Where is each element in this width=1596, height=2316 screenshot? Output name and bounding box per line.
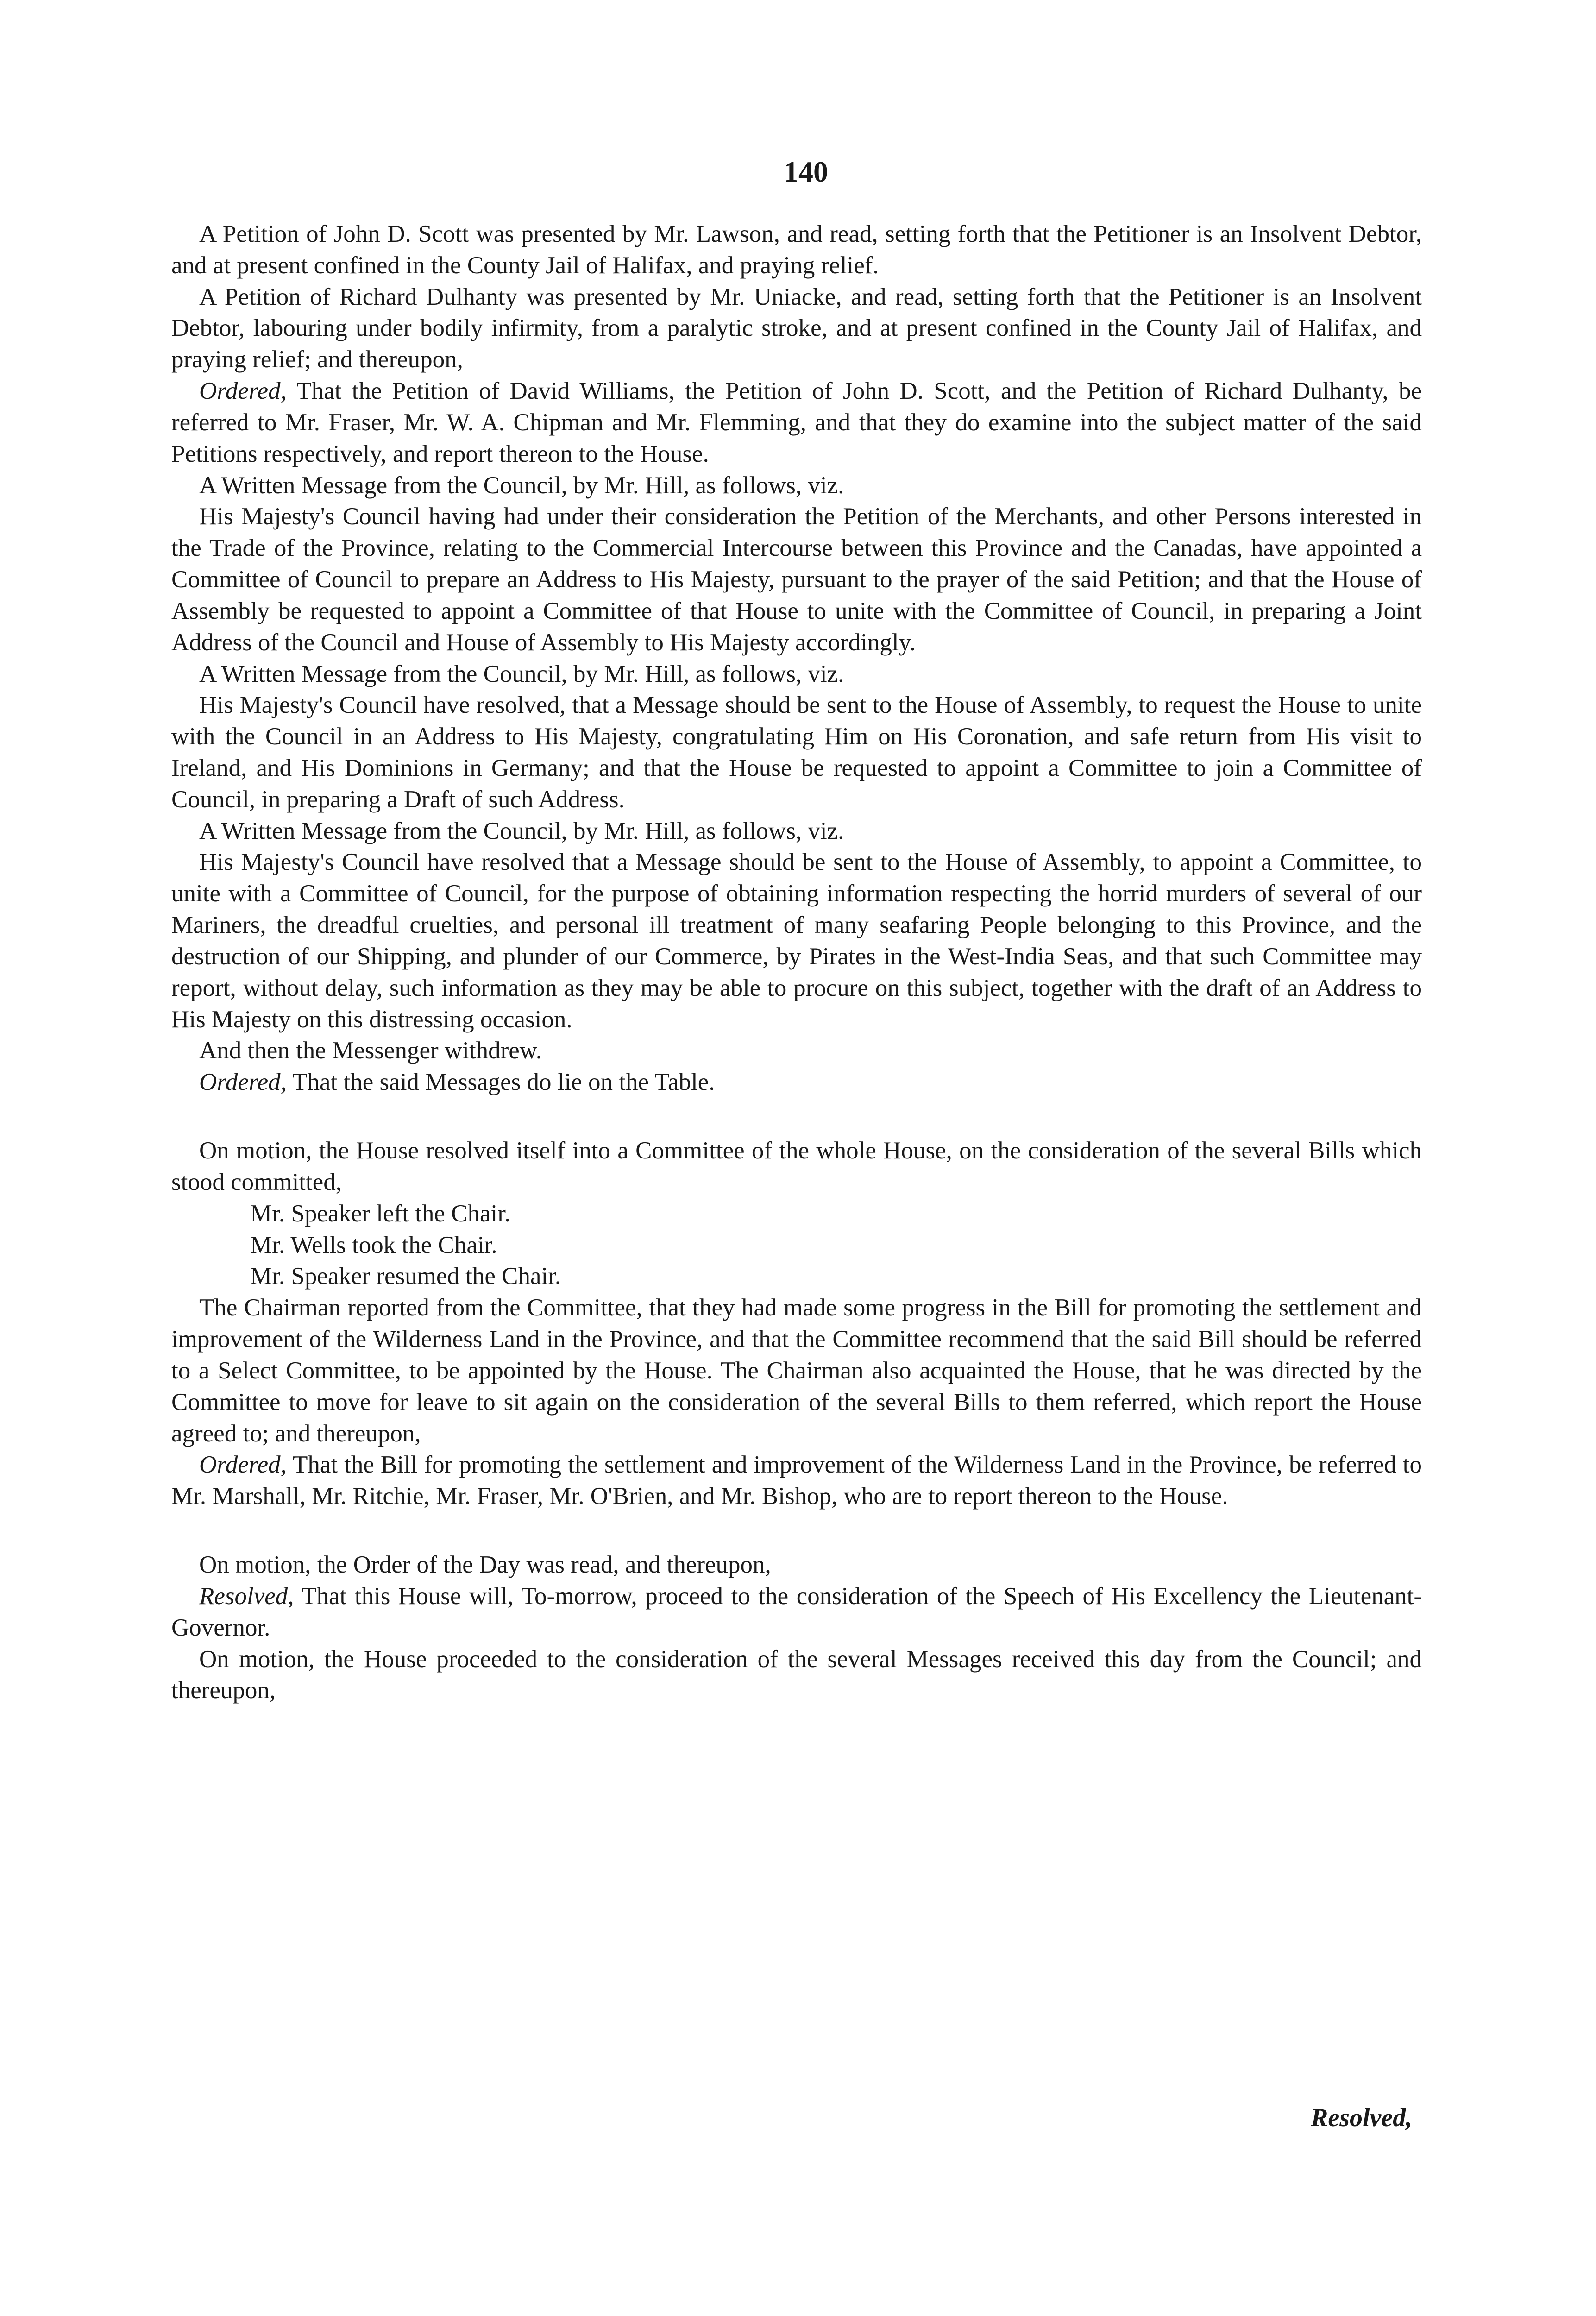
petition-dulhanty xyxy=(171,282,1422,376)
paragraph-text: A Written Message from the Council, by Mr. Hill, as follows, viz. xyxy=(199,660,844,687)
chairman-report: The Chairman reported from the Committee, that they had made some progress in the Bill for promoting the settlement and improvement of the Wilderness Land in the Province, and that the Committee recommend that the said Bill should be referred to a Select Committee, to be appointed by the House. The Chairman also acquainted the House, that he was directed by the Committee to move for leave to sit again on the consideration of the several Bills to them referred, which report the House agreed to; and thereupon, xyxy=(171,1294,1422,1447)
paragraph-text: And then the Messenger withdrew. xyxy=(199,1037,542,1064)
page-number: 140 xyxy=(784,155,828,188)
message-heading-3 xyxy=(171,816,1422,847)
message-body-pirates xyxy=(171,847,1422,1035)
chair-line: Mr. Speaker left the Chair. xyxy=(250,1200,511,1227)
paragraph-text: A Written Message from the Council, by Mr. Hill, as follows, viz. xyxy=(199,472,844,499)
chair-line: Mr. Wells took the Chair. xyxy=(250,1231,497,1259)
ordered-label: Ordered, xyxy=(199,1451,287,1479)
chair-line: Mr. Speaker resumed the Chair. xyxy=(250,1263,561,1290)
motion-messages: On motion, the House proceeded to the consideration of the several Messages received this day from the Council; and thereupon, xyxy=(171,1645,1422,1704)
order-messages-table xyxy=(171,1067,1422,1098)
petition-scott xyxy=(171,219,1422,282)
paragraph-text: His Majesty's Council have resolved, that a Message should be sent to the House of Assembly, to request the House to unite with the Council in an Address to His Majesty, congratulating Him on His Coronation, and safe return from His visit to Ireland, and His Dominions in Germany; and that the House be requested to appoint a Committee to join a Committee of Council, in preparing a Draft of such Address. xyxy=(171,692,1422,813)
message-body-coronation xyxy=(171,690,1422,815)
message-heading-1 xyxy=(171,470,1422,502)
order-petitions xyxy=(171,376,1422,470)
catchword: Resolved, xyxy=(1311,2103,1413,2132)
message-body-trade xyxy=(171,501,1422,658)
resolved-label: Resolved, xyxy=(199,1582,294,1610)
paragraph-text: That this House will, To-morrow, proceed to the consideration of the Speech of His Excellency the Lieutenant-Governor. xyxy=(171,1582,1422,1641)
paragraph-text: That the Petition of David Williams, the Petition of John D. Scott, and the Petition of Richard Dulhanty, be referred to Mr. Fraser, Mr. W. A. Chipman and Mr. Flemming, and that they do examine into the subject matter of the said Petitions respectively, and report thereon to the House. xyxy=(171,378,1422,467)
paragraph-text: A Written Message from the Council, by Mr. Hill, as follows, viz. xyxy=(199,817,844,844)
order-wilderness-bill xyxy=(171,1449,1422,1512)
motion-order-of-day: On motion, the Order of the Day was read, and thereupon, xyxy=(199,1551,771,1579)
motion-committee: On motion, the House resolved itself into a Committee of the whole House, on the consideration of the several Bills which stood committed, xyxy=(171,1137,1422,1196)
paragraph-text: A Petition of Richard Dulhanty was presented by Mr. Uniacke, and read, setting forth that the Petitioner is an Insolvent Debtor, labouring under bodily infirmity, from a paralytic stroke, and at present confined in the County Jail of Halifax, and praying relief; and thereupon, xyxy=(171,283,1422,373)
paragraph-text: His Majesty's Council have resolved that a Message should be sent to the House of Assembly, to appoint a Committee, to unite with a Committee of Council, for the purpose of obtaining information respecting the horrid murders of several of our Mariners, the dreadful cruelties, and personal ill treatment of many seafaring People belonging to this Province, and the destruction of our Shipping, and plunder of our Commerce, by Pirates in the West-India Seas, and that such Committee may report, without delay, such information as they may be able to procure on this subject, together with the draft of an Address to His Majesty on this distressing occasion. xyxy=(171,849,1422,1033)
paragraph-text: That the Bill for promoting the settlement and improvement of the Wilderness Land in the Province, be referred to Mr. Marshall, Mr. Ritchie, Mr. Fraser, Mr. O'Brien, and Mr. Bishop, who are to report thereon to the House. xyxy=(171,1451,1422,1510)
messenger-withdrew xyxy=(171,1035,1422,1067)
message-heading-2 xyxy=(171,659,1422,690)
paragraph-text: His Majesty's Council having had under their consideration the Petition of the Merchants, and other Persons interested in the Trade of the Province, relating to the Commercial Intercourse between this Province and the Canadas, have appointed a Committee of Council to prepare an Address to His Majesty, pursuant to the prayer of the said Petition; and that the House of Assembly be requested to appoint a Committee of that House to unite with the Committee of Council, in preparing a Joint Address of the Council and House of Assembly to His Majesty accordingly. xyxy=(171,503,1422,656)
paragraph-text: That the said Messages do lie on the Table. xyxy=(286,1069,715,1096)
resolution-speech xyxy=(171,1581,1422,1644)
paragraph-text: A Petition of John D. Scott was presented by Mr. Lawson, and read, setting forth that the Petitioner is an Insolvent Debtor, and at present confined in the County Jail of Halifax, and praying relief. xyxy=(171,220,1422,279)
document-page xyxy=(171,153,1422,1706)
ordered-label: Ordered, xyxy=(199,378,287,405)
ordered-label: Ordered, xyxy=(199,1069,287,1096)
